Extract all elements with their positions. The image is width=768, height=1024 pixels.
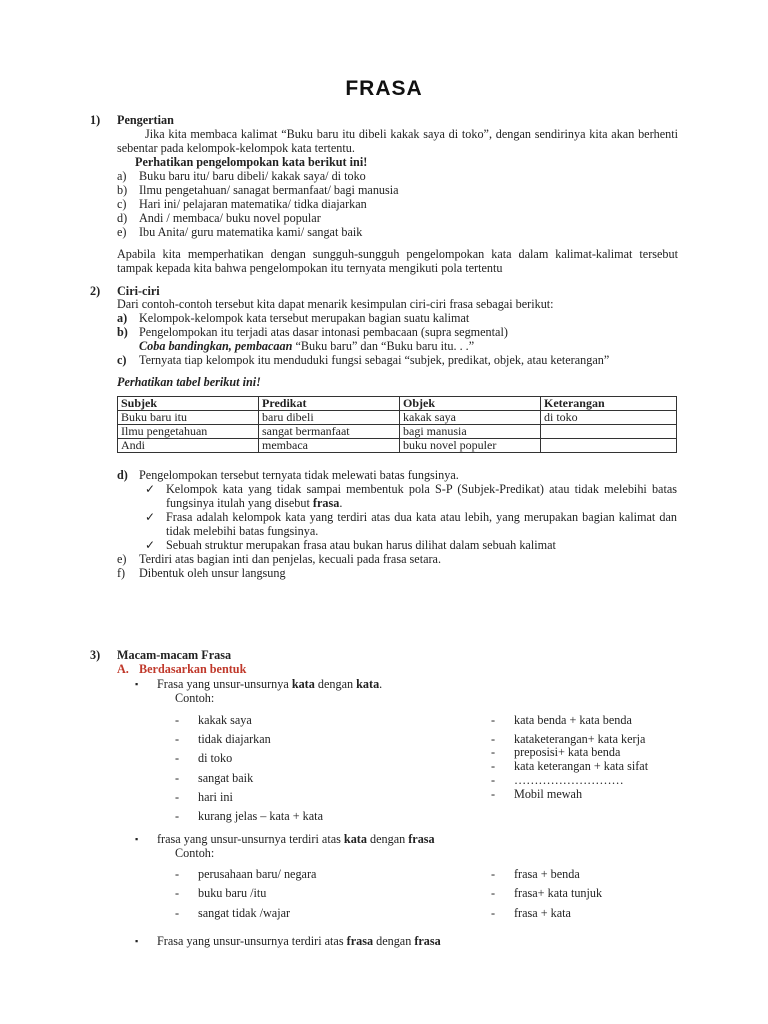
example-phrase: kakak saya [198,713,252,727]
bullet-keyword: kata [343,832,367,846]
item-marker: a) [117,169,127,183]
table-cell [541,425,677,439]
dash-marker: - [491,732,496,746]
dash-marker: - [491,867,496,881]
check-bold: frasa [312,496,340,510]
example-phrase: hari ini [198,790,233,804]
subsection-heading: Berdasarkan bentuk [139,662,247,676]
table-row [118,439,677,453]
example-pattern: frasa + benda [514,867,580,881]
bullet-text: dengan [373,934,415,948]
example-pattern: Mobil mewah [514,787,583,801]
table-header: Objek [400,397,541,411]
example-pattern: kata benda + kata benda [514,713,632,727]
item-text: Buku baru itu/ baru dibeli/ kakak saya/ di toko [139,169,366,183]
section-1-heading: Pengertian [117,113,174,127]
bullet-keyword: kata [356,677,380,691]
section-1-emphasis: Perhatikan pengelompokan kata berikut ini! [135,155,368,169]
item-marker: e) [117,225,127,239]
item-marker: d) [117,211,128,225]
bullet-item [157,832,435,846]
check-text: Sebuah struktur merupakan frasa atau bukan harus dilihat dalam sebuah kalimat [166,538,556,552]
dash-marker: - [175,771,180,785]
dash-marker: - [175,732,180,746]
check-post: . [339,496,343,510]
section-1-number: 1) [90,113,101,127]
table-cell: kakak saya [400,411,541,425]
page-title: FRASA [345,77,423,100]
section-3-heading: Macam-macam Frasa [117,648,232,662]
dash-marker: - [175,886,180,900]
check-item [166,510,677,538]
example-phrase: kurang jelas – kata + kata [198,809,323,823]
bullet-keyword: frasa [414,934,441,948]
table-cell: baru dibeli [259,411,400,425]
table-cell: Andi [118,439,259,453]
bullet-keyword: kata [291,677,315,691]
check-icon: ✓ [145,482,156,496]
bullet-text: dengan [366,832,409,846]
para-text: Apabila kita memperhatikan dengan sungguh-sungguh pengelompokan kata dalam kalimat-kalimat tersebut tampak kepada kita bahwa pengelompokan itu ternyata mengikuti pola tertentu [117,247,678,275]
dash-marker: - [491,759,496,773]
dash-marker: - [491,713,496,727]
check-item [166,482,677,510]
item-text: Ibu Anita/ guru matematika kami/ sangat baik [139,225,363,239]
item-marker: c) [117,353,127,367]
item-marker: c) [117,197,127,211]
dash-marker: - [175,751,180,765]
dash-marker: - [175,713,180,727]
bullet-icon: ▪ [135,834,139,844]
bullet-text: Frasa yang unsur-unsurnya terdiri atas [157,934,347,948]
dash-marker: - [491,787,496,801]
table-row [118,411,677,425]
compare-line [139,339,474,353]
item-marker: b) [117,325,128,339]
function-table [117,396,677,453]
section-1-paragraph-2 [117,247,678,275]
section-3-number: 3) [90,648,101,662]
compare-text: “Buku baru” dan “Buku baru itu. . .” [292,339,475,353]
example-phrase: sangat baik [198,771,254,785]
item-marker: e) [117,552,127,566]
example-label: Contoh: [175,691,215,705]
example-pattern: ……………………… [514,773,624,787]
bullet-item [157,677,382,691]
item-text: Ilmu pengetahuan/ sanagat bermanfaat/ bagi manusia [139,183,399,197]
item-text: Pengelompokan itu terjadi atas dasar intonasi pembacaan (supra segmental) [139,325,508,339]
dash-marker: - [491,906,496,920]
example-pattern: kata keterangan + kata sifat [514,759,649,773]
table-cell: di toko [541,411,677,425]
compare-emphasis: Coba bandingkan, pembacaan [139,339,293,353]
example-phrase: di toko [198,751,233,765]
section-2-number: 2) [90,284,101,298]
table-cell: Ilmu pengetahuan [118,425,259,439]
section-2-heading: Ciri-ciri [117,284,160,298]
item-text: Ternyata tiap kelompok itu menduduki fungsi sebagai “subjek, predikat, objek, atau keterangan” [139,353,610,367]
check-icon: ✓ [145,538,156,552]
check-text: Frasa adalah kelompok kata yang terdiri atas dua kata atau lebih, yang merupakan bagian kalimat dan tidak melebihi batas fungsinya. [166,510,677,538]
item-text: Terdiri atas bagian inti dan penjelas, kecuali pada frasa setara. [139,552,442,566]
item-text: Andi / membaca/ buku novel popular [139,211,321,225]
dash-marker: - [175,809,180,823]
table-cell: membaca [259,439,400,453]
subsection-marker: A. [117,662,129,676]
example-phrase: sangat tidak /wajar [198,906,291,920]
bullet-text: dengan [314,677,357,691]
dash-marker: - [491,886,496,900]
section-1-paragraph [117,127,678,155]
item-text: Pengelompokan tersebut ternyata tidak melewati batas fungsinya. [139,468,459,482]
example-pattern: frasa + kata [514,906,571,920]
item-marker: b) [117,183,128,197]
table-header: Subjek [118,397,259,411]
example-pattern: preposisi+ kata benda [514,745,621,759]
item-text: Dibentuk oleh unsur langsung [139,566,286,580]
dash-marker: - [175,790,180,804]
section-2-intro: Dari contoh-contoh tersebut kita dapat menarik kesimpulan ciri-ciri frasa sebagai berikut: [117,297,554,311]
table-cell: sangat bermanfaat [259,425,400,439]
dash-marker: - [175,906,180,920]
table-cell [541,439,677,453]
bullet-icon: ▪ [135,936,139,946]
check-icon: ✓ [145,510,156,524]
example-phrase: tidak diajarkan [198,732,271,746]
item-marker: a) [117,311,128,325]
table-cell: Buku baru itu [118,411,259,425]
bullet-keyword: frasa [346,934,374,948]
bullet-icon: ▪ [135,679,139,689]
table-label: Perhatikan tabel berikut ini! [117,375,261,389]
item-marker: f) [117,566,126,580]
check-text: Kelompok kata yang tidak sampai membentuk pola S-P (Subjek-Predikat) atau tidak melebihi batas fungsinya itulah yang disebut [166,482,677,510]
table-cell: buku novel populer [400,439,541,453]
dash-marker: - [175,867,180,881]
example-label: Contoh: [175,846,215,860]
table-row [118,425,677,439]
example-phrase: perusahaan baru/ negara [198,867,317,881]
item-text: Kelompok-kelompok kata tersebut merupakan bagian suatu kalimat [139,311,470,325]
item-marker: d) [117,468,128,482]
bullet-item [157,934,441,948]
table-header-row [118,397,677,411]
bullet-text: frasa yang unsur-unsurnya terdiri atas [157,832,344,846]
bullet-text: . [379,677,383,691]
example-pattern: kataketerangan+ kata kerja [514,732,646,746]
example-phrase: buku baru /itu [198,886,267,900]
dash-marker: - [491,773,496,787]
table-header: Keterangan [541,397,677,411]
bullet-text: Frasa yang unsur-unsurnya [157,677,292,691]
example-pattern: frasa+ kata tunjuk [514,886,603,900]
table-cell: bagi manusia [400,425,541,439]
para-text: Jika kita membaca kalimat “Buku baru itu dibeli kakak saya di toko”, dengan sendirinya kita akan berhenti sebentar pada kelompok-kelompok kata tertentu. [117,127,678,155]
table-header: Predikat [259,397,400,411]
item-text: Hari ini/ pelajaran matematika/ tidka diajarkan [139,197,367,211]
bullet-keyword: frasa [408,832,435,846]
dash-marker: - [491,745,496,759]
